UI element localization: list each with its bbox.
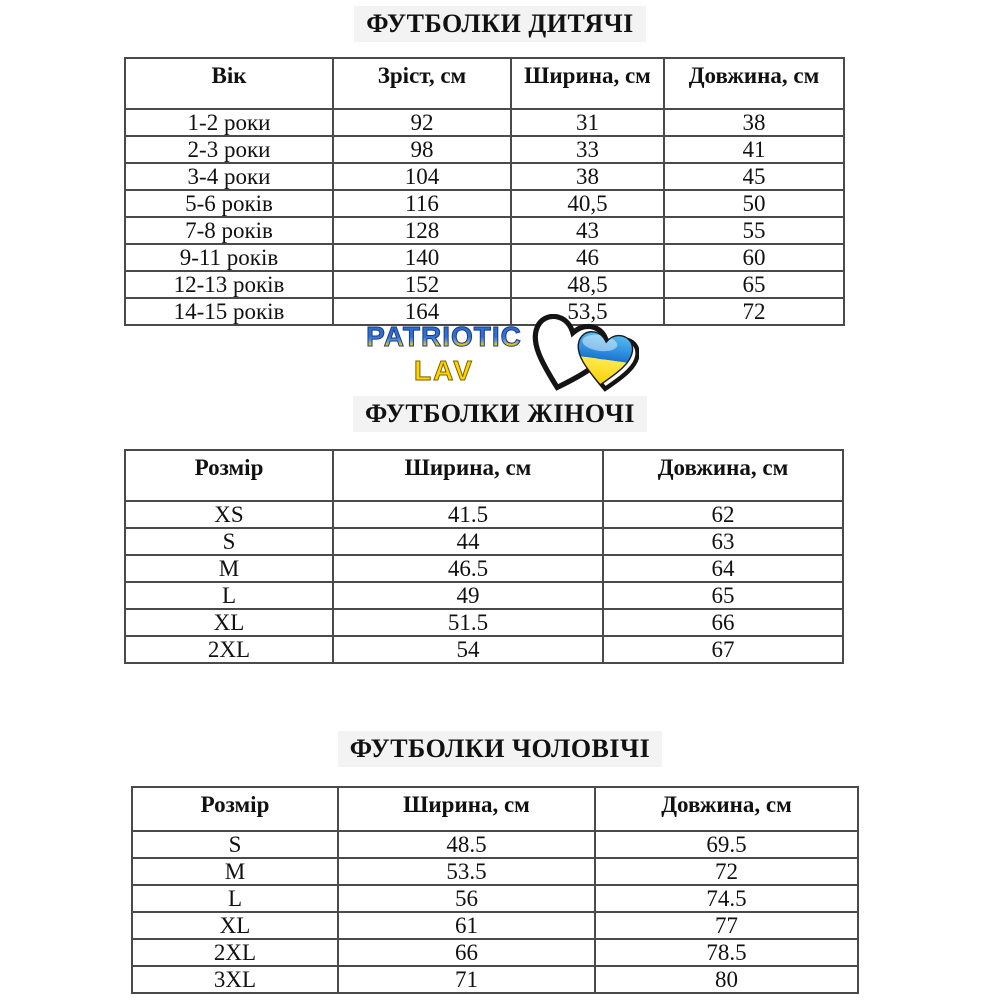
table-row xyxy=(125,636,843,663)
table-cell: 65 xyxy=(664,271,844,298)
table-cell: 48.5 xyxy=(338,831,595,858)
table-row xyxy=(132,885,858,912)
table-cell: 74.5 xyxy=(595,885,858,912)
men-section-title-text: ФУТБОЛКИ ЧОЛОВІЧІ xyxy=(338,731,662,767)
table-cell: 5-6 років xyxy=(125,190,333,217)
men-section-title xyxy=(0,731,1000,767)
women-section-title xyxy=(0,396,1000,432)
women-section-title-text: ФУТБОЛКИ ЖІНОЧІ xyxy=(353,396,647,432)
table-row xyxy=(125,163,844,190)
table-cell: 38 xyxy=(664,109,844,136)
table-cell: 41 xyxy=(664,136,844,163)
kids-table-header-row xyxy=(125,58,844,109)
table-cell: 40,5 xyxy=(511,190,664,217)
column-header: Розмір xyxy=(125,450,333,501)
logo-word-patriotic: PATRIOTIC xyxy=(365,321,522,352)
table-row xyxy=(125,217,844,244)
table-cell: 92 xyxy=(333,109,511,136)
column-header: Ширина, см xyxy=(511,58,664,109)
table-cell: 1-2 роки xyxy=(125,109,333,136)
table-cell: 31 xyxy=(511,109,664,136)
table-cell: 72 xyxy=(664,298,844,325)
table-row xyxy=(125,136,844,163)
table-cell: 64 xyxy=(603,555,843,582)
table-cell: 9-11 років xyxy=(125,244,333,271)
table-cell: L xyxy=(125,582,333,609)
table-row xyxy=(132,966,858,993)
kids-section-title xyxy=(0,6,1000,42)
table-cell: 7-8 років xyxy=(125,217,333,244)
table-row xyxy=(132,831,858,858)
table-cell: 69.5 xyxy=(595,831,858,858)
table-row xyxy=(125,582,843,609)
table-cell: 78.5 xyxy=(595,939,858,966)
table-cell: 66 xyxy=(603,609,843,636)
column-header: Довжина, см xyxy=(664,58,844,109)
table-cell: S xyxy=(132,831,338,858)
table-cell: 72 xyxy=(595,858,858,885)
table-cell: XS xyxy=(125,501,333,528)
table-row xyxy=(132,939,858,966)
table-row xyxy=(125,555,843,582)
women-size-table xyxy=(124,449,844,664)
table-cell: 50 xyxy=(664,190,844,217)
table-cell: 128 xyxy=(333,217,511,244)
column-header: Ширина, см xyxy=(333,450,603,501)
column-header: Вік xyxy=(125,58,333,109)
table-cell: 12-13 років xyxy=(125,271,333,298)
table-cell: 60 xyxy=(664,244,844,271)
table-row xyxy=(125,244,844,271)
table-cell: 53,5 xyxy=(511,298,664,325)
table-cell: S xyxy=(125,528,333,555)
table-cell: 104 xyxy=(333,163,511,190)
logo-word-lav: LAV xyxy=(413,355,474,386)
table-row xyxy=(132,912,858,939)
ukraine-flag-heart-icon xyxy=(527,314,639,400)
table-cell: 38 xyxy=(511,163,664,190)
table-cell: 2-3 роки xyxy=(125,136,333,163)
table-cell: 116 xyxy=(333,190,511,217)
table-cell: 66 xyxy=(338,939,595,966)
column-header: Зріст, см xyxy=(333,58,511,109)
table-cell: 51.5 xyxy=(333,609,603,636)
patriotic-lav-logo-text xyxy=(362,318,527,396)
table-cell: XL xyxy=(125,609,333,636)
table-row xyxy=(125,271,844,298)
men-size-table xyxy=(131,786,859,994)
table-cell: 48,5 xyxy=(511,271,664,298)
table-cell: L xyxy=(132,885,338,912)
table-cell: 46 xyxy=(511,244,664,271)
table-cell: 56 xyxy=(338,885,595,912)
table-cell: 67 xyxy=(603,636,843,663)
table-cell: XL xyxy=(132,912,338,939)
table-row xyxy=(125,528,843,555)
table-cell: 152 xyxy=(333,271,511,298)
column-header: Довжина, см xyxy=(595,787,858,831)
table-row xyxy=(132,858,858,885)
table-cell: 54 xyxy=(333,636,603,663)
table-row xyxy=(125,109,844,136)
table-cell: 65 xyxy=(603,582,843,609)
table-cell: 45 xyxy=(664,163,844,190)
women-table-header-row xyxy=(125,450,843,501)
table-cell: 49 xyxy=(333,582,603,609)
kids-size-table xyxy=(124,57,845,326)
column-header: Довжина, см xyxy=(603,450,843,501)
table-cell: 3-4 роки xyxy=(125,163,333,190)
patriotic-lav-logo xyxy=(0,314,1000,400)
table-cell: 2XL xyxy=(125,636,333,663)
column-header: Розмір xyxy=(132,787,338,831)
table-cell: 55 xyxy=(664,217,844,244)
table-cell: 41.5 xyxy=(333,501,603,528)
table-cell: 63 xyxy=(603,528,843,555)
table-cell: 14-15 років xyxy=(125,298,333,325)
table-cell: M xyxy=(132,858,338,885)
table-cell: 53.5 xyxy=(338,858,595,885)
table-cell: 98 xyxy=(333,136,511,163)
table-cell: 77 xyxy=(595,912,858,939)
table-cell: 2XL xyxy=(132,939,338,966)
table-row xyxy=(125,501,843,528)
table-cell: 46.5 xyxy=(333,555,603,582)
table-cell: M xyxy=(125,555,333,582)
table-cell: 61 xyxy=(338,912,595,939)
men-table-header-row xyxy=(132,787,858,831)
table-cell: 140 xyxy=(333,244,511,271)
table-cell: 62 xyxy=(603,501,843,528)
table-cell: 33 xyxy=(511,136,664,163)
table-row xyxy=(125,190,844,217)
table-cell: 43 xyxy=(511,217,664,244)
table-cell: 80 xyxy=(595,966,858,993)
table-row xyxy=(125,609,843,636)
column-header: Ширина, см xyxy=(338,787,595,831)
table-cell: 44 xyxy=(333,528,603,555)
kids-section-title-text: ФУТБОЛКИ ДИТЯЧІ xyxy=(354,6,646,42)
table-cell: 3XL xyxy=(132,966,338,993)
table-cell: 164 xyxy=(333,298,511,325)
table-cell: 71 xyxy=(338,966,595,993)
